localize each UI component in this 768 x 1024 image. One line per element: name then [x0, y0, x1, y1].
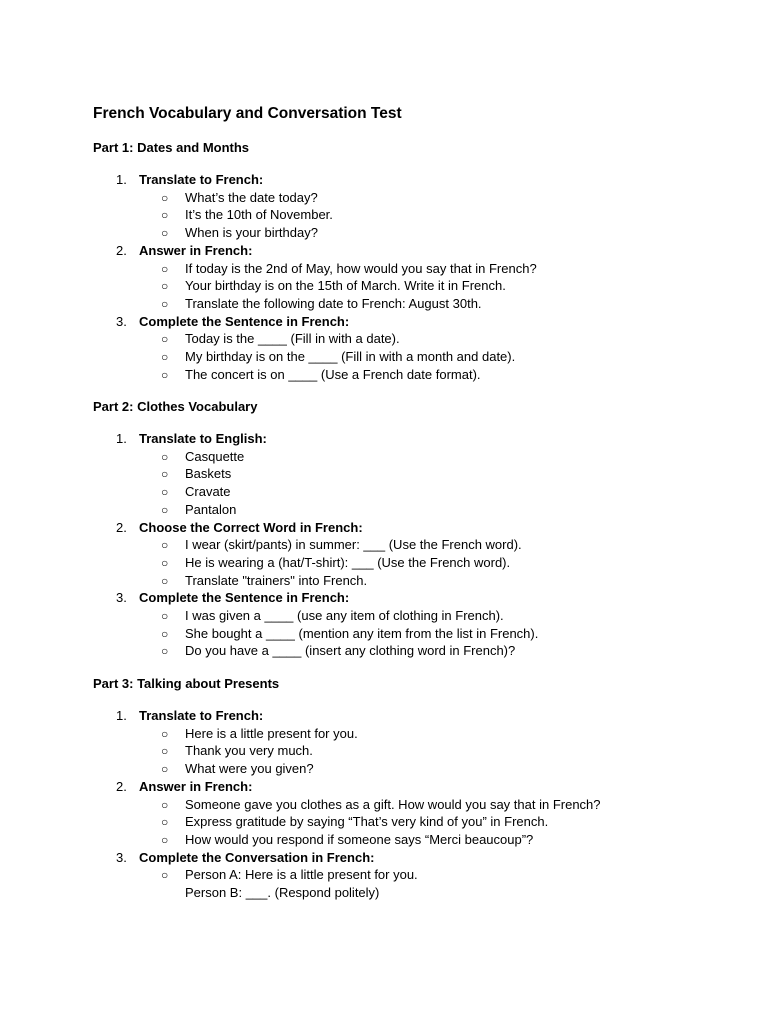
question-number: 2. — [116, 778, 127, 794]
question-title: Complete the Conversation in French: — [139, 849, 375, 865]
sub-item-text: Do you have a ____ (insert any clothing word in French)? — [185, 643, 516, 659]
sub-item-text: Person B: ___. (Respond politely) — [185, 885, 380, 900]
sub-item-text: Person A: Here is a little present for you. — [185, 867, 418, 883]
question-title: Answer in French: — [139, 778, 253, 794]
circle-bullet-icon: ○ — [161, 502, 169, 517]
sub-item-text: Baskets — [185, 466, 232, 482]
question-number: 1. — [116, 172, 127, 187]
part-heading: Part 1: Dates and Months — [93, 140, 250, 155]
question-title: Translate to English: — [139, 431, 267, 446]
question-title: Complete the Sentence in French: — [139, 590, 350, 606]
circle-bullet-icon: ○ — [161, 226, 169, 241]
sub-item-text: Translate "trainers" into French. — [185, 572, 368, 588]
sub-item-text: How would you respond if someone says “Merci beaucoup”? — [185, 831, 534, 847]
question-number: 3. — [116, 849, 127, 865]
circle-bullet-icon: ○ — [161, 762, 169, 777]
document-title: French Vocabulary and Conversation Test — [93, 105, 402, 122]
circle-bullet-icon: ○ — [161, 797, 169, 812]
circle-bullet-icon: ○ — [161, 279, 169, 294]
sub-item-text: Thank you very much. — [185, 743, 313, 759]
sub-item-text: The concert is on ____ (Use a French date format). — [185, 366, 481, 382]
circle-bullet-icon: ○ — [161, 296, 169, 311]
sub-item-text: Here is a little present for you. — [185, 725, 358, 741]
circle-bullet-icon: ○ — [161, 555, 169, 570]
sub-item-text: Casquette — [185, 448, 245, 464]
circle-bullet-icon: ○ — [161, 467, 169, 482]
question-title: Translate to French: — [139, 708, 264, 723]
circle-bullet-icon: ○ — [161, 815, 169, 830]
sub-item-text: Your birthday is on the 15th of March. Write it in French. — [185, 278, 506, 294]
question-title: Choose the Correct Word in French: — [139, 519, 363, 535]
question-number: 1. — [116, 708, 127, 723]
circle-bullet-icon: ○ — [161, 573, 169, 588]
question-number: 2. — [116, 519, 127, 535]
circle-bullet-icon: ○ — [161, 332, 169, 347]
circle-bullet-icon: ○ — [161, 868, 169, 883]
circle-bullet-icon: ○ — [161, 726, 169, 741]
part-heading: Part 3: Talking about Presents — [93, 676, 280, 691]
sub-item-text: It’s the 10th of November. — [185, 207, 333, 223]
circle-bullet-icon: ○ — [161, 367, 169, 382]
sub-item-text: Pantalon — [185, 501, 237, 517]
circle-bullet-icon: ○ — [161, 609, 169, 623]
sub-item-text: I was given a ____ (use any item of clothing in French). — [185, 608, 504, 623]
sub-item-text: Today is the ____ (Fill in with a date). — [185, 331, 400, 347]
circle-bullet-icon: ○ — [161, 832, 169, 847]
sub-item-text: What’s the date today? — [185, 189, 318, 205]
sub-item-text: Someone gave you clothes as a gift. How would you say that in French? — [185, 796, 601, 812]
circle-bullet-icon: ○ — [161, 644, 169, 659]
circle-bullet-icon: ○ — [161, 208, 169, 223]
circle-bullet-icon: ○ — [161, 744, 169, 759]
sub-item-text: What were you given? — [185, 761, 314, 777]
circle-bullet-icon: ○ — [161, 261, 169, 276]
sub-item-text: Cravate — [185, 484, 231, 500]
circle-bullet-icon: ○ — [161, 538, 169, 553]
sub-item-text: I wear (skirt/pants) in summer: ___ (Use the French word). — [185, 537, 522, 553]
sub-item-text: He is wearing a (hat/T-shirt): ___ (Use the French word). — [185, 554, 511, 570]
question-number: 3. — [116, 313, 127, 329]
circle-bullet-icon: ○ — [161, 485, 169, 500]
sub-item-text: Translate the following date to French: August 30th. — [185, 295, 482, 311]
sub-item-text: When is your birthday? — [185, 225, 318, 241]
circle-bullet-icon: ○ — [161, 350, 169, 364]
question-number: 1. — [116, 431, 127, 446]
question-title: Translate to French: — [139, 172, 264, 187]
sub-item-text: My birthday is on the ____ (Fill in with a month and date). — [185, 349, 516, 364]
question-number: 3. — [116, 590, 127, 606]
circle-bullet-icon: ○ — [161, 190, 169, 205]
circle-bullet-icon: ○ — [161, 626, 169, 641]
sub-item-text: Express gratitude by saying “That’s very kind of you” in French. — [185, 814, 549, 830]
sub-item-text: She bought a ____ (mention any item from the list in French). — [185, 625, 539, 641]
sub-item-text: If today is the 2nd of May, how would you say that in French? — [185, 260, 537, 276]
part-heading: Part 2: Clothes Vocabulary — [93, 399, 258, 414]
circle-bullet-icon: ○ — [161, 449, 169, 464]
question-title: Answer in French: — [139, 242, 253, 258]
question-number: 2. — [116, 242, 127, 258]
question-title: Complete the Sentence in French: — [139, 313, 350, 329]
